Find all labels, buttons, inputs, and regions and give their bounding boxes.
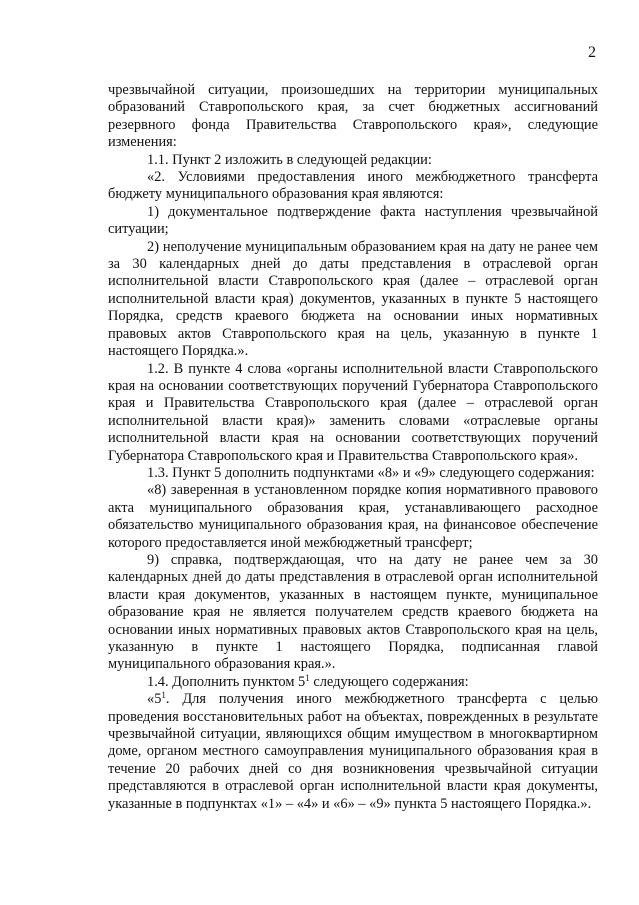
paragraph-item-1-3: 1.3. Пункт 5 дополнить подпунктами «8» и «9» следующего содержания:	[147, 464, 595, 481]
paragraph-point-5-1-start: «5	[147, 691, 162, 708]
document-body	[108, 82, 598, 813]
paragraph-item-1-4	[108, 674, 598, 691]
paragraph-point-2: «2. Условиями предоставления иного межбюджетного трансферта бюджету муниципального образования края являются:	[108, 169, 598, 203]
superscript: 1	[305, 672, 310, 683]
paragraph-intro: чрезвычайной ситуации, произошедших на территории муниципальных образований Ставропольского края, за счет бюджетных ассигнований резервного фонда Правительства Ставропольского края», следующие изменения:	[108, 82, 598, 151]
paragraph-point-5-1	[108, 691, 598, 813]
paragraph-subpoint-8: «8) заверенная в установленном порядке копия нормативного правового акта муниципального образования края, устанавливающего расходное обязательство муниципального образования края, на финансовое обеспечение которого предоставляется иной межбюджетный трансферт;	[108, 482, 598, 551]
paragraph-item-1-2: 1.2. В пункте 4 слова «органы исполнительной власти Ставропольского края на основании соответствующих поручений Губернатора Ставропольского края и Правительства Ставропольского края (далее – отраслевой орган исполнительной власти края)» заменить словами «отраслевые органы исполнительной власти края на основании соответствующих поручений Губернатора Ставропольского края и Правительства Ставропольского края».	[108, 360, 598, 464]
paragraph-item-1-4-end: следующего содержания:	[309, 673, 469, 690]
page-number: 2	[588, 44, 596, 61]
paragraph-subpoint-2: 2) неполучение муниципальным образованием края на дату не ранее чем за 30 календарных дней до даты представления в отраслевой орган исполнительной власти Ставропольского края (далее – отраслевой орган исполнительной власти края) документов, указанных в пункте 5 настоящего Порядка, средств краевого бюджета на основании иных нормативных правовых актов Ставропольского края на цель, указанную в пункте 1 настоящего Порядка.».	[108, 238, 598, 360]
paragraph-subpoint-1: 1) документальное подтверждение факта наступления чрезвычайной ситуации;	[108, 203, 598, 238]
paragraph-item-1-1: 1.1. Пункт 2 изложить в следующей редакции:	[147, 151, 432, 168]
paragraph-item-1-4-start: 1.4. Дополнить пунктом 5	[147, 673, 306, 690]
paragraph-subpoint-9: 9) справка, подтверждающая, что на дату не ранее чем за 30 календарных дней до даты представления в отраслевой орган исполнительной власти края документов, указанных в настоящем пункте, муниципальное образование края не является получателем средств краевого бюджета на основании иных нормативных правовых актов Ставропольского края на цель, указанную в пункте 1 настоящего Порядка, подписанная главой муниципального образования края.».	[108, 551, 598, 673]
superscript: 1	[161, 690, 166, 701]
paragraph-point-5-1-end: . Для получения иного межбюджетного трансферта с целью проведения восстановительных работ на объектах, поврежденных в результате чрезвычайной ситуации, являющихся общим имуществом в многоквартирном доме, органом местного самоуправления муниципального образования края в течение 20 рабочих дней со дня возникновения чрезвычайной ситуации представляются в отраслевой орган исполнительной власти края документы, указанные в подпунктах «1» – «4» и «6» – «9» пункта 5 настоящего Порядка.».	[108, 691, 598, 812]
